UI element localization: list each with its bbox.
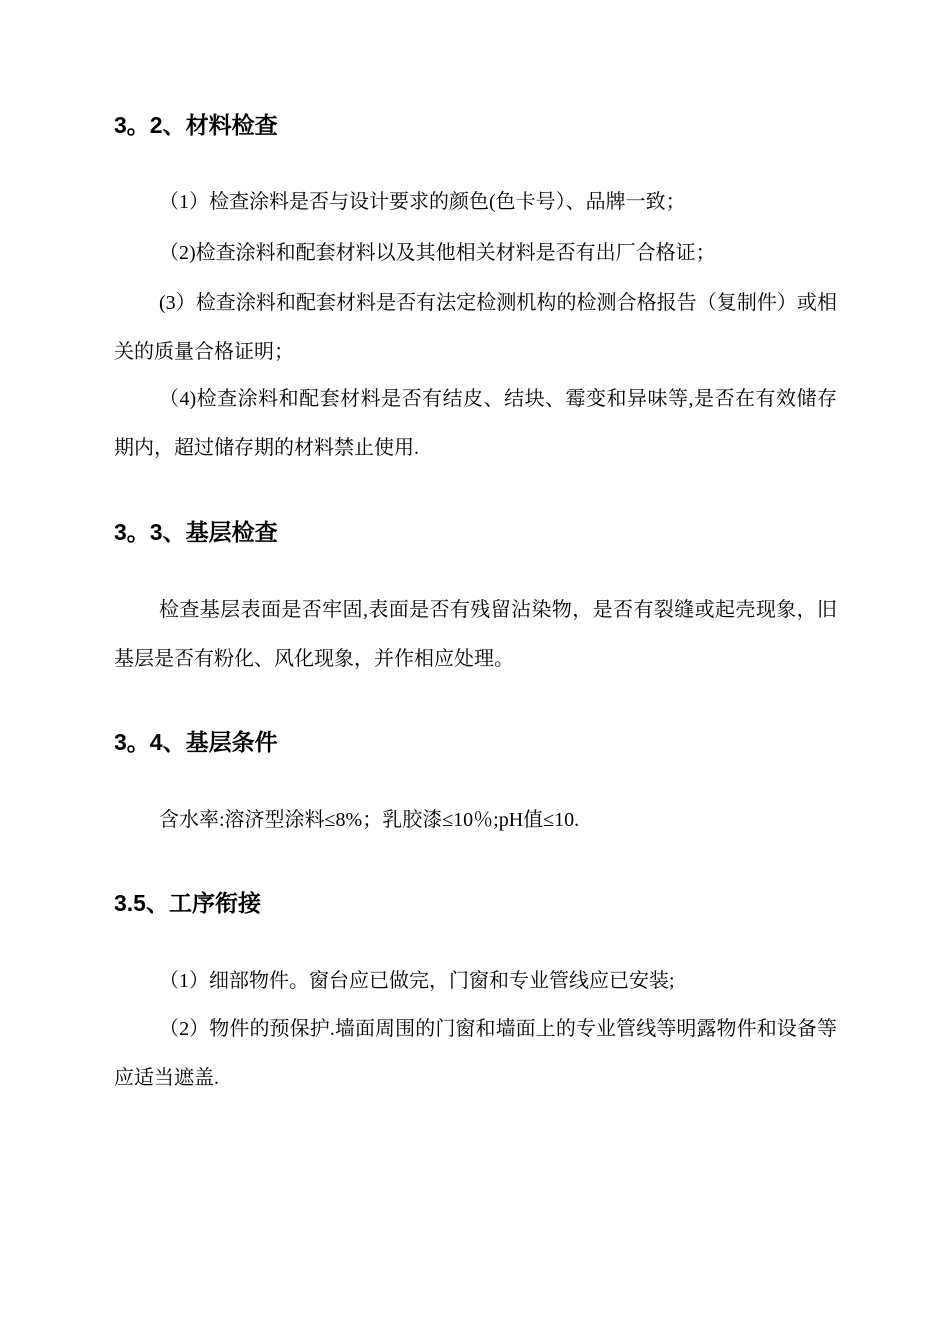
paragraph-material-check-3: (3）检查涂料和配套材料是否有法定检测机构的检测合格报告（复制件）或相关的质量合格证明； [114,292,837,363]
paragraph-base-condition: 含水率:溶济型涂料≤8%；乳胶漆≤10％;pH值≤10. [159,809,580,831]
section-heading-3-3: 3。3、基层检查 [114,519,278,545]
paragraph-base-check: 检查基层表面是否牢固,表面是否有残留沾染物，是否有裂缝或起壳现象，旧基层是否有粉化、风化现象，并作相应处理。 [114,599,837,670]
section-heading-3-2: 3。2、材料检查 [114,112,278,138]
paragraph-process-link-2: （2）物件的预保护.墙面周围的门窗和墙面上的专业管线等明露物件和设备等应适当遮盖. [114,1018,837,1089]
paragraph-material-check-1: （1）检查涂料是否与设计要求的颜色(色卡号）、品牌一致； [159,191,686,213]
section-heading-3-5: 3.5、工序衔接 [114,890,261,916]
paragraph-material-check-2: （2)检查涂料和配套材料以及其他相关材料是否有出厂合格证； [159,242,716,264]
section-heading-3-4: 3。4、基层条件 [114,729,278,755]
paragraph-material-check-4: （4)检查涂料和配套材料是否有结皮、结块、霉变和异味等,是否在有效储存期内，超过储存期的材料禁止使用. [114,388,837,459]
paragraph-process-link-1: （1）细部物件。窗台应已做完，门窗和专业管线应已安装; [159,970,675,992]
